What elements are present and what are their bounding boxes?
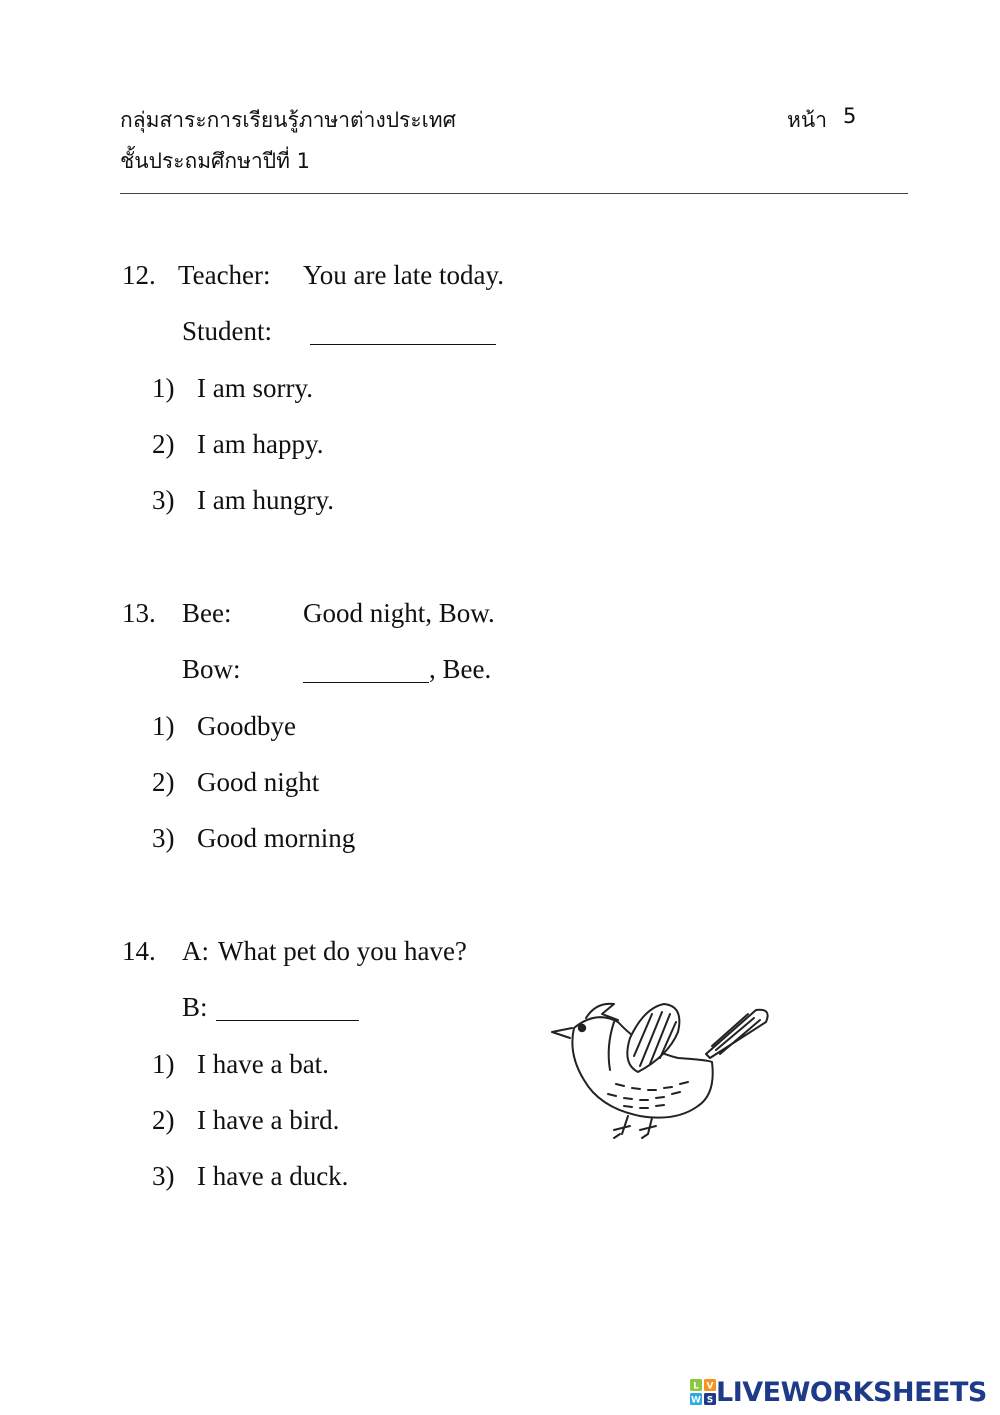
bird-illustration: [548, 998, 773, 1143]
option-number: 3): [152, 823, 175, 853]
option-text[interactable]: I am hungry.: [197, 485, 334, 515]
liveworksheets-logo-icon: [690, 1379, 716, 1405]
option-number: 1): [152, 1049, 175, 1079]
option-number: 1): [152, 711, 175, 741]
answer-blank[interactable]: [303, 682, 429, 683]
grade-level: ชั้นประถมศึกษาปีที่ 1: [120, 149, 310, 173]
answer-blank[interactable]: [216, 1020, 359, 1021]
option-number: 2): [152, 1105, 175, 1135]
logo-letter: V: [706, 1381, 714, 1392]
option-number: 1): [152, 373, 175, 403]
page-number: 5: [843, 104, 857, 128]
question-number: 13.: [122, 598, 156, 628]
logo-letter: S: [706, 1395, 714, 1405]
dialogue-text: Good night, Bow.: [303, 598, 495, 628]
speaker-label: Bee:: [182, 598, 232, 628]
page-label: หน้า: [787, 108, 827, 132]
liveworksheets-logo: [690, 1375, 987, 1409]
answer-blank[interactable]: [310, 344, 496, 345]
option-number: 3): [152, 1161, 175, 1191]
option-number: 2): [152, 429, 175, 459]
question-number: 14.: [122, 936, 156, 966]
option-text[interactable]: I am happy.: [197, 429, 324, 459]
speaker-label: A:: [182, 936, 209, 966]
logo-letter: L: [693, 1381, 699, 1392]
question-number: 12.: [122, 260, 156, 290]
speaker-label: Teacher:: [178, 260, 271, 290]
speaker-label: Student:: [182, 316, 273, 346]
option-number: 3): [152, 485, 175, 515]
header-divider: [120, 193, 908, 194]
logo-letter: W: [691, 1395, 701, 1405]
option-text[interactable]: Good morning: [197, 823, 356, 853]
dialogue-text: , Bee.: [429, 654, 492, 684]
option-text[interactable]: I have a bird.: [197, 1105, 340, 1135]
speaker-label: B:: [182, 992, 208, 1022]
option-text[interactable]: I have a duck.: [197, 1161, 349, 1191]
liveworksheets-brand: LIVEWORKSHEETS: [716, 1376, 987, 1408]
option-text[interactable]: I am sorry.: [197, 373, 313, 403]
speaker-label: Bow:: [182, 654, 241, 684]
option-text[interactable]: Good night: [197, 767, 320, 797]
option-text[interactable]: I have a bat.: [197, 1049, 329, 1079]
dialogue-text: You are late today.: [303, 260, 504, 290]
subject-title: กลุ่มสาระการเรียนรู้ภาษาต่างประเทศ: [120, 108, 456, 132]
dialogue-text: What pet do you have?: [218, 936, 467, 966]
option-number: 2): [152, 767, 175, 797]
option-text[interactable]: Goodbye: [197, 711, 296, 741]
